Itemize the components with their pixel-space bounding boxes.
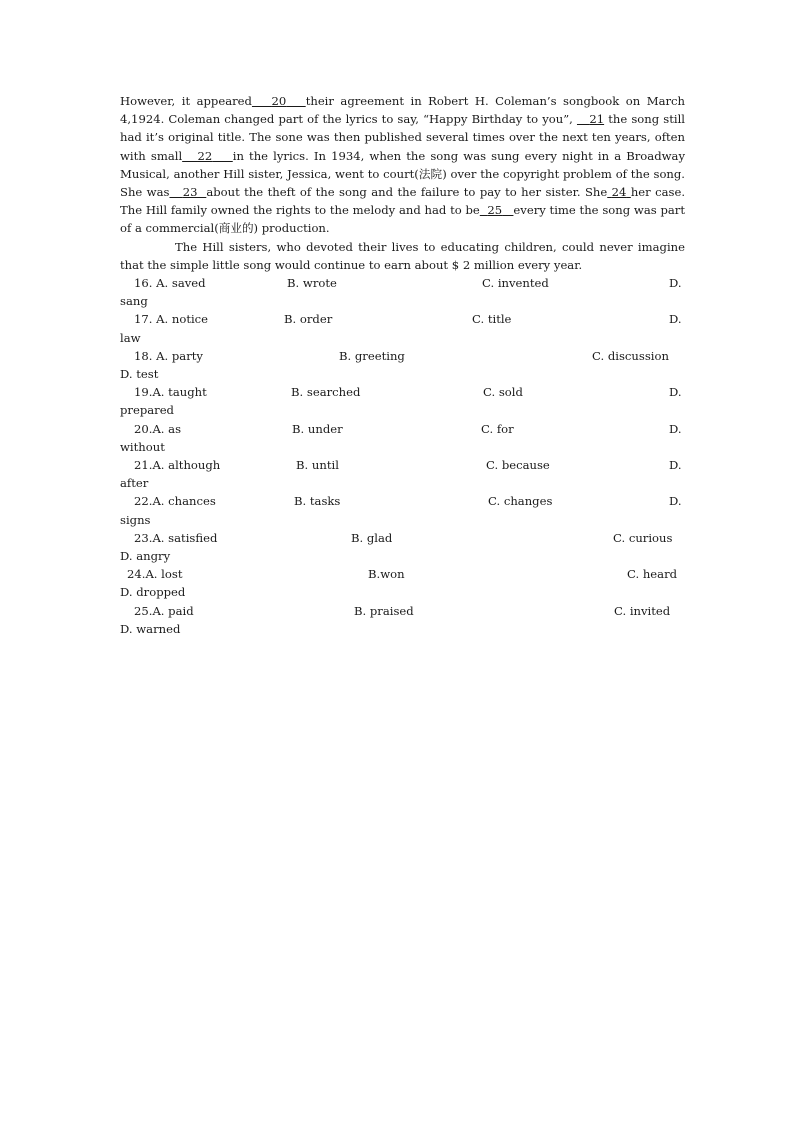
option-d-letter: D. xyxy=(669,457,682,472)
question-row-20 xyxy=(120,420,685,456)
option-a: 23.A. satisfied xyxy=(134,530,218,545)
option-a: 24.A. lost xyxy=(127,567,183,582)
question-row-18 xyxy=(120,347,685,365)
option-a: 18. A. party xyxy=(134,348,203,363)
question-row-19 xyxy=(120,383,685,419)
option-c: C. invited xyxy=(614,603,671,618)
option-d-letter: D. xyxy=(669,421,682,436)
option-a: 22.A. chances xyxy=(134,494,216,509)
option-d: after xyxy=(120,476,149,491)
passage-text: the song still had it’s original title. The sone was then published several times over the next ten years, often with small xyxy=(120,112,685,163)
question-row-16 xyxy=(120,274,685,310)
passage-text: However, it appeared xyxy=(120,94,252,108)
option-c: C. for xyxy=(481,421,514,436)
option-d-letter: D. xyxy=(669,276,682,291)
option-c: C. invented xyxy=(482,276,549,291)
option-c: C. changes xyxy=(488,494,553,509)
option-d-letter: D. xyxy=(669,312,682,327)
passage-text: about the theft of the song and the failure to pay to her sister. She xyxy=(206,185,608,200)
question-row-23 xyxy=(120,529,685,547)
option-d-letter: D. xyxy=(669,494,682,509)
passage-paragraph-1 xyxy=(120,92,685,238)
passage-text: every time the song was part of a commercial(商业的) production. xyxy=(120,203,685,236)
option-b: B.won xyxy=(368,567,405,582)
question-row-24 xyxy=(120,565,685,583)
passage-text: in the lyrics. In 1934, when the song was sung every night in a Broadway Musical, another Hill sister, Jessica, went to court(法院) over the copyright problem of the song. She was xyxy=(120,148,685,200)
blank-25: 25 xyxy=(487,203,503,218)
question-row-21 xyxy=(120,456,685,492)
option-b: B. until xyxy=(296,457,339,472)
option-b: B. under xyxy=(292,421,343,436)
option-d: D. test xyxy=(120,367,159,381)
option-c: C. discussion xyxy=(592,348,669,363)
option-d: D. angry xyxy=(120,548,171,563)
option-c: C. curious xyxy=(613,530,673,545)
passage-paragraph-2 xyxy=(120,238,685,274)
option-c: C. sold xyxy=(483,385,523,400)
option-a: 19.A. taught xyxy=(134,385,207,400)
option-b: B. greeting xyxy=(339,348,405,363)
question-list xyxy=(120,274,685,638)
option-a: 21.A. although xyxy=(134,457,221,472)
blank-21: 21 xyxy=(589,112,605,127)
option-a: 20.A. as xyxy=(134,421,182,436)
option-d: signs xyxy=(120,512,151,527)
blank-20: 20 xyxy=(271,94,287,108)
blank-23: 23 xyxy=(182,185,198,200)
document-page xyxy=(120,92,685,638)
option-b: B. wrote xyxy=(287,276,337,291)
option-d: D. dropped xyxy=(120,585,186,600)
question-row-25 xyxy=(120,602,685,620)
option-c: C. title xyxy=(472,312,512,327)
option-b: B. order xyxy=(284,312,333,327)
option-b: B. searched xyxy=(291,385,361,400)
option-a: 16. A. saved xyxy=(134,276,206,291)
passage-text: their agreement in Robert H. Coleman’s songbook on March 4,1924. Coleman changed part of the lyrics to say, “Happy Birthday to you”, xyxy=(120,94,685,127)
option-b: B. glad xyxy=(351,530,393,545)
option-d-letter: D. xyxy=(669,385,682,400)
option-a: 17. A. notice xyxy=(134,312,209,327)
blank-22: 22 xyxy=(197,148,213,163)
passage-text: her case. The Hill family owned the rights to the melody and had to be xyxy=(120,185,686,218)
passage-text: The Hill sisters, who devoted their lives to educating children, could never imagine that the simple little song would continue to earn about $ 2 million every year. xyxy=(120,239,685,272)
option-a: 25.A. paid xyxy=(134,603,194,618)
question-row-22 xyxy=(120,492,685,528)
option-d: without xyxy=(120,439,165,454)
option-d: sang xyxy=(120,294,148,309)
option-c: C. heard xyxy=(627,567,678,582)
option-d: D. warned xyxy=(120,621,181,636)
option-c: C. because xyxy=(486,457,550,472)
blank-24: 24 xyxy=(611,185,627,200)
option-d: prepared xyxy=(120,403,174,418)
option-b: B. tasks xyxy=(294,494,341,509)
option-d: law xyxy=(120,330,141,345)
question-row-17 xyxy=(120,310,685,346)
option-b: B. praised xyxy=(354,603,414,618)
